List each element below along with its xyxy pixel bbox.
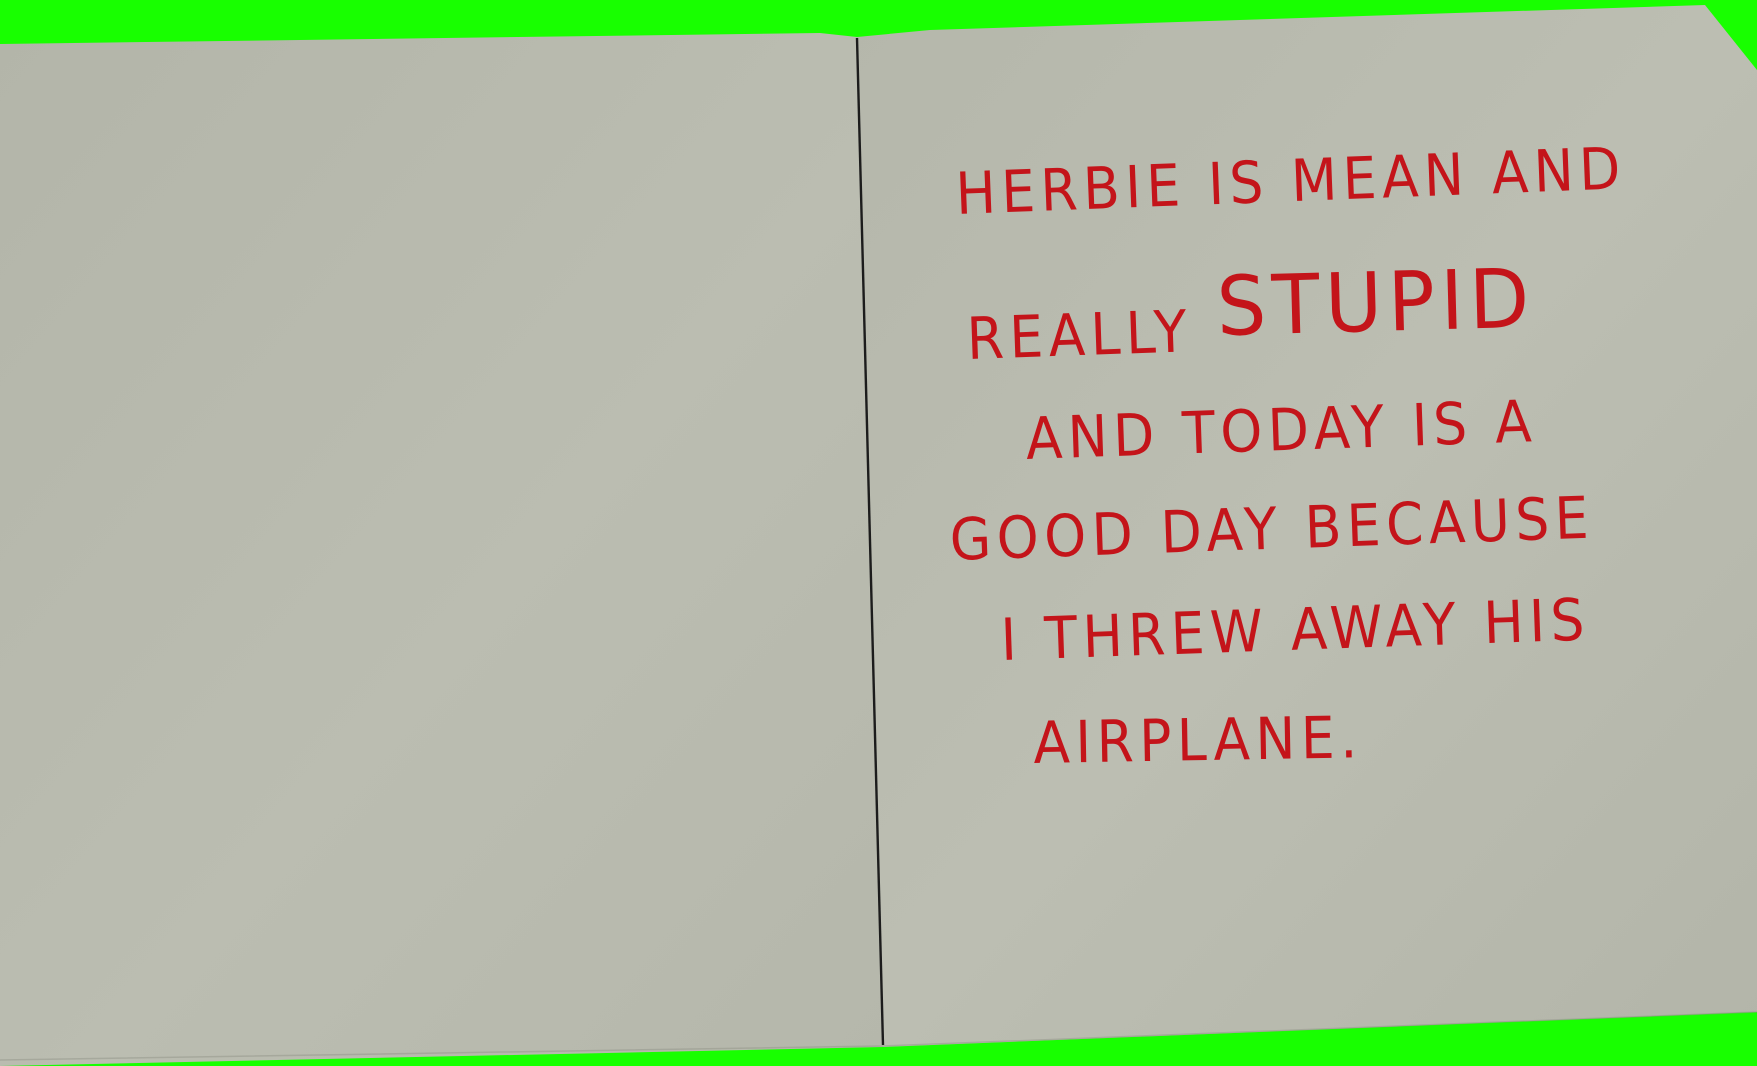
text-line-3: AND TODAY IS A <box>1024 387 1539 473</box>
right-page <box>857 5 1757 1047</box>
left-page <box>0 33 883 1066</box>
text-line-5: I THREW AWAY HIS <box>999 585 1591 674</box>
text-line-2-really: REALLY <box>965 297 1194 373</box>
text-line-4: GOOD DAY BECAUSE <box>948 483 1596 574</box>
text-line-2-stupid: STUPID <box>1215 251 1537 355</box>
text-line-1: HERBIE IS MEAN AND <box>954 134 1628 228</box>
text-line-6: AIRPLANE. <box>1032 703 1364 777</box>
